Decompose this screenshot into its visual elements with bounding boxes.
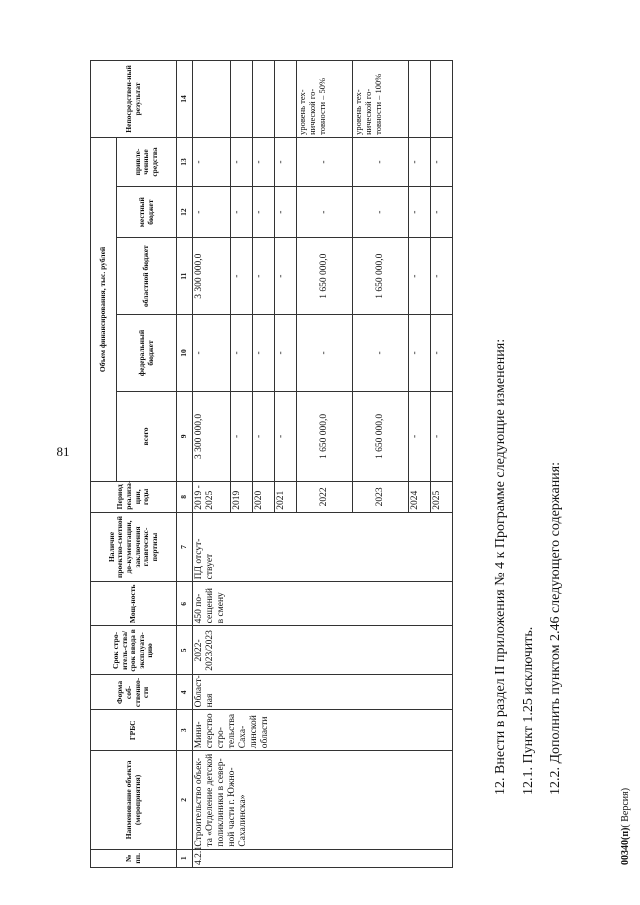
federal-cell: - <box>353 315 409 392</box>
result-cell <box>231 61 253 138</box>
regional-cell: 1 650 000,0 <box>297 238 353 315</box>
header-capacity: Мощ-ность <box>91 582 177 626</box>
object-psd: ПД отсут-ствует <box>193 512 453 582</box>
local-cell: - <box>297 187 353 238</box>
local-cell: - <box>275 187 297 238</box>
col-number: 3 <box>177 710 193 751</box>
col-number: 10 <box>177 315 193 392</box>
total-cell: - <box>253 391 275 481</box>
period-cell: 2024 <box>409 481 431 512</box>
result-cell: уровень тех-нической го-товности – 100% <box>353 61 409 138</box>
col-number: 13 <box>177 137 193 186</box>
paragraph-12-1: 12.1. Пункт 1.25 исключить. <box>521 626 536 795</box>
header-funding: Объем финансирования, тыс. рублей <box>91 137 117 481</box>
local-cell: - <box>193 187 231 238</box>
header-attracted: привле-ченные средства <box>117 137 177 186</box>
local-cell: - <box>431 187 453 238</box>
header-local: местный бюджет <box>117 187 177 238</box>
period-cell: 2025 <box>431 481 453 512</box>
total-cell: - <box>409 391 431 481</box>
attracted-cell: - <box>253 137 275 186</box>
regional-cell: 3 300 000,0 <box>193 238 231 315</box>
federal-cell: - <box>231 315 253 392</box>
header-result: Непосредствен-ный результат <box>91 61 177 138</box>
header-psd: Наличие проектно-сметной до-кументации, заключения главгосэкс-пертизы <box>91 512 177 582</box>
col-number: 12 <box>177 187 193 238</box>
federal-cell: - <box>275 315 297 392</box>
federal-cell: - <box>193 315 231 392</box>
header-ownership: Форма соб-ственно-сти <box>91 675 177 710</box>
header-no: № пп. <box>91 849 177 867</box>
attracted-cell: - <box>231 137 253 186</box>
regional-cell: - <box>253 238 275 315</box>
program-table <box>90 60 453 868</box>
result-cell <box>409 61 431 138</box>
col-number: 11 <box>177 238 193 315</box>
paragraph-12-2: 12.2. Дополнить пунктом 2.46 следующего содержания: <box>548 461 563 795</box>
attracted-cell: - <box>431 137 453 186</box>
object-grbs: Мини-стерство стро-тельства Саха-линской области <box>193 710 453 751</box>
header-regional: областной бюджет <box>117 238 177 315</box>
object-ownership: Област-ная <box>193 675 453 710</box>
col-number: 1 <box>177 849 193 867</box>
period-cell: 2019 <box>231 481 253 512</box>
total-cell: 1 650 000,0 <box>297 391 353 481</box>
result-cell <box>193 61 231 138</box>
col-number: 9 <box>177 391 193 481</box>
total-cell: 3 300 000,0 <box>193 391 231 481</box>
total-cell: - <box>275 391 297 481</box>
header-term: Срок стро-итель-ства/срок ввода в эксплуата-цию <box>91 626 177 675</box>
attracted-cell: - <box>409 137 431 186</box>
period-cell: 2021 <box>275 481 297 512</box>
period-cell: 2023 <box>353 481 409 512</box>
result-cell <box>431 61 453 138</box>
paragraph-12: 12. Внести в раздел II приложения № 4 к Программе следующие изменения: <box>493 338 508 795</box>
attracted-cell: - <box>275 137 297 186</box>
page-number: 81 <box>56 444 70 459</box>
object-term: 2022-2023/2023 <box>193 626 453 675</box>
federal-cell: - <box>409 315 431 392</box>
header-period: Период реализа-ции, годы <box>91 481 177 512</box>
footer-version: ( Версия) <box>620 787 631 828</box>
col-number: 6 <box>177 582 193 626</box>
header-federal: федеральный бюджет <box>117 315 177 392</box>
period-cell: 2020 <box>253 481 275 512</box>
local-cell: - <box>353 187 409 238</box>
attracted-cell: - <box>353 137 409 186</box>
attracted-cell: - <box>297 137 353 186</box>
period-cell: 2019 - 2025 <box>193 481 231 512</box>
regional-cell: 1 650 000,0 <box>353 238 409 315</box>
col-number: 8 <box>177 481 193 512</box>
total-cell: 1 650 000,0 <box>353 391 409 481</box>
local-cell: - <box>409 187 431 238</box>
local-cell: - <box>253 187 275 238</box>
local-cell: - <box>231 187 253 238</box>
total-cell: - <box>231 391 253 481</box>
col-number: 7 <box>177 512 193 582</box>
header-grbs: ГРБС <box>91 710 177 751</box>
result-cell <box>275 61 297 138</box>
object-name: Строительство объек-та «Отделение детской поликлиники в север-ной части г. Южно-Сахалинска» <box>193 751 453 849</box>
regional-cell: - <box>231 238 253 315</box>
total-cell: - <box>431 391 453 481</box>
result-cell: уровень тех-нической го-товности – 50% <box>297 61 353 138</box>
period-cell: 2022 <box>297 481 353 512</box>
attracted-cell: - <box>193 137 231 186</box>
object-capacity: 450 по-сещений в смену <box>193 582 453 626</box>
federal-cell: - <box>297 315 353 392</box>
col-number: 2 <box>177 751 193 849</box>
federal-cell: - <box>431 315 453 392</box>
col-number: 5 <box>177 626 193 675</box>
col-number: 4 <box>177 675 193 710</box>
footer-code: 00340(п) <box>620 827 631 865</box>
result-cell <box>253 61 275 138</box>
federal-cell: - <box>253 315 275 392</box>
footer <box>620 788 631 865</box>
regional-cell: - <box>431 238 453 315</box>
col-number: 14 <box>177 61 193 138</box>
header-total: всего <box>117 391 177 481</box>
object-no: 4.2.1. <box>193 849 453 867</box>
header-name: Наименование объекта (мероприятия) <box>91 751 177 849</box>
regional-cell: - <box>409 238 431 315</box>
regional-cell: - <box>275 238 297 315</box>
